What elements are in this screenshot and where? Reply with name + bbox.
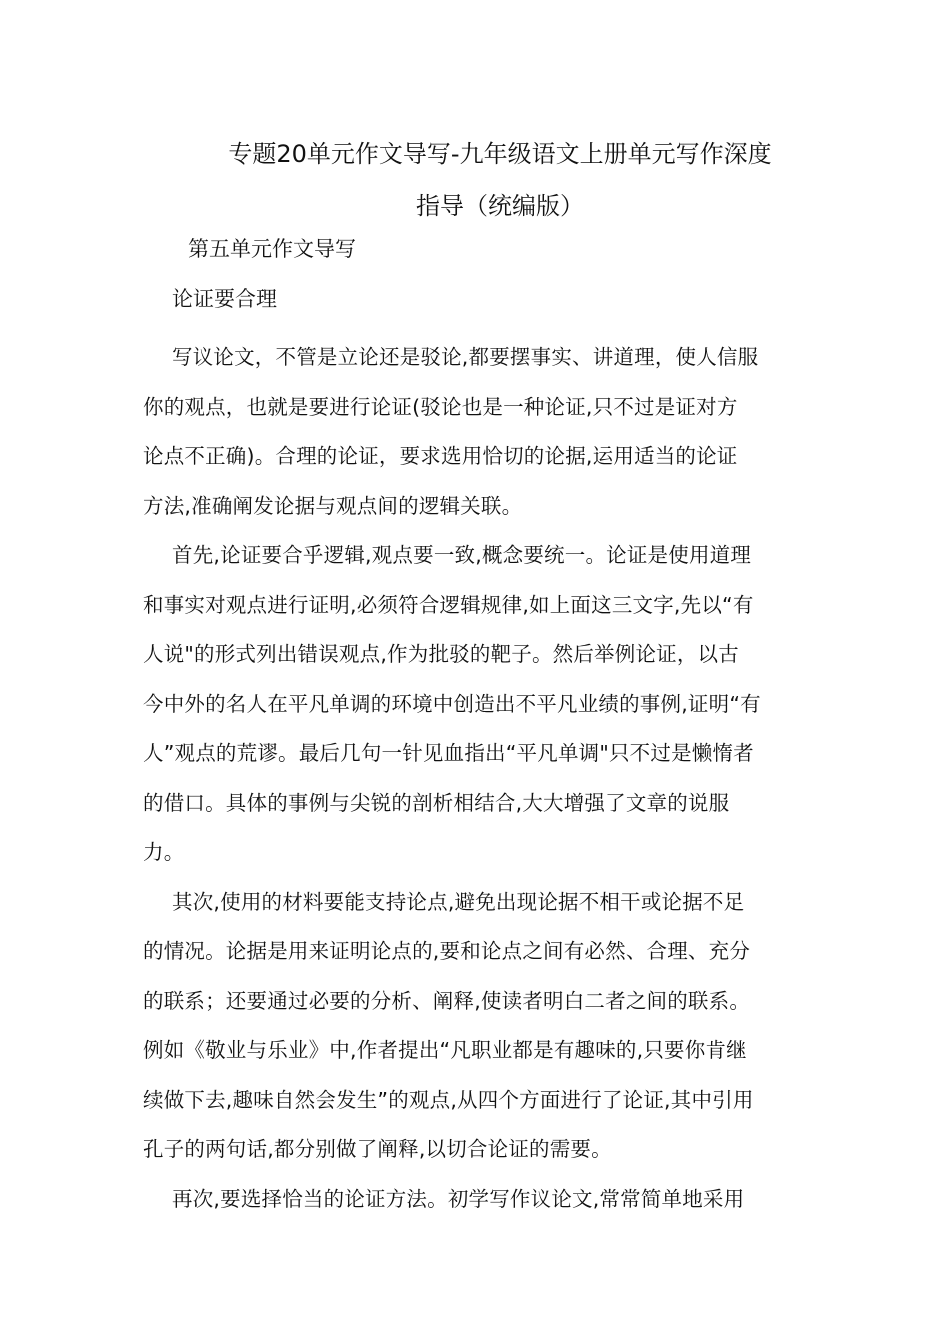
paragraph — [143, 878, 808, 1175]
paragraph-line: 人说"的形式列出错误观点,作为批驳的靶子。然后举例论证，以古 — [143, 642, 739, 666]
paragraph-line: 孔子的两句话,都分别做了阐释,以切合论证的需要。 — [143, 1137, 612, 1161]
paragraph — [143, 531, 808, 878]
paragraph-line: 论点不正确)。合理的论证，要求选用恰切的论据,运用适当的论证 — [143, 444, 738, 468]
paragraph-line: 你的观点，也就是要进行论证(驳论也是一种论证,只不过是证对方 — [143, 394, 738, 419]
unit-heading: 第五单元作文导写 — [188, 237, 356, 261]
paragraph — [143, 333, 808, 531]
paragraph-line: 例如《敬业与乐业》中,作者提出“凡职业都是有趣味的,只要你肯继 — [143, 1038, 747, 1062]
paragraph-line: 的借口。具体的事例与尖锐的剖析相结合,大大增强了文章的说服 — [143, 790, 730, 815]
paragraph-line: 写议论文，不管是立论还是驳论,都要摆事实、讲道理，使人信服 — [172, 345, 759, 369]
paragraph-line: 再次,要选择恰当的论证方法。初学写作议论文,常常简单地采用 — [172, 1186, 745, 1211]
paragraph-line: 首先,论证要合乎逻辑,观点要一致,概念要统一。论证是使用道理 — [172, 543, 752, 567]
paragraph-line: 的情况。论据是用来证明论点的,要和论点之间有必然、合理、充分 — [143, 939, 751, 963]
title-line-2: 指导（统编版） — [416, 192, 584, 220]
document-title — [140, 128, 860, 232]
paragraph-line: 的联系；还要通过必要的分析、阐释,使读者明白二者之间的联系。 — [143, 988, 751, 1013]
paragraph-line: 其次,使用的材料要能支持论点,避免出现论据不相干或论据不足 — [172, 889, 745, 914]
paragraph — [143, 1175, 808, 1225]
paragraph-line: 续做下去,趣味自然会发生”的观点,从四个方面进行了论证,其中引用 — [143, 1087, 754, 1112]
paragraph-line: 方法,准确阐发论据与观点间的逻辑关联。 — [143, 493, 523, 518]
body-text — [143, 333, 808, 1224]
paragraph-line: 和事实对观点进行证明,必须符合逻辑规律,如上面这三文字,先以“有 — [143, 592, 754, 617]
title-line-1: 专题20单元作文导写-九年级语文上册单元写作深度 — [228, 140, 772, 168]
paragraph-line: 今中外的名人在平凡单调的环境中创造出不平凡业绩的事例,证明“有 — [143, 691, 761, 716]
paragraph-line: 人”观点的荒谬。最后几句一针见血指出“平凡单调"只不过是懒惰者 — [143, 741, 754, 765]
topic-heading: 论证要合理 — [172, 287, 277, 311]
paragraph-line: 力。 — [143, 840, 185, 864]
